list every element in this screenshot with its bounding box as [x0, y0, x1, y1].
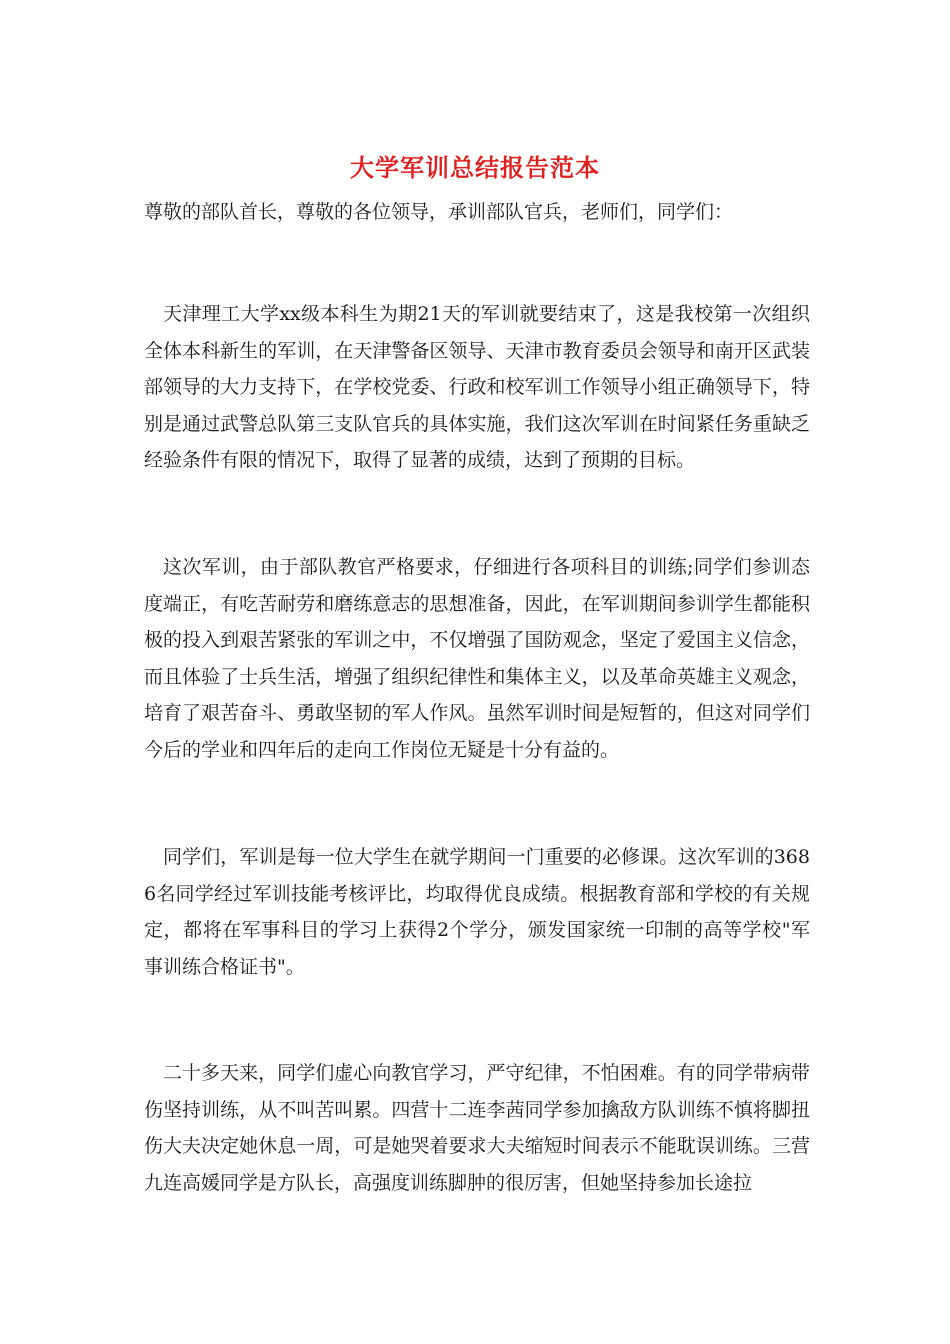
salutation-line: 尊敬的部队首长，尊敬的各位领导，承训部队官兵，老师们，同学们：: [144, 201, 734, 223]
body-paragraph: 二十多天来，同学们虚心向教官学习，严守纪律，不怕困难。有的同学带病带伤坚持训练，从不叫苦叫累。四营十二连李茜同学参加擒敌方队训练不慎将脚扭伤大夫决定她休息一周，可是她哭着要求大夫缩短时间表示不能耽误训练。三营九连高媛同学是方队长，高强度训练脚肿的很厉害，但她坚持参加长途拉: [144, 1062, 810, 1194]
body-paragraph: 这次军训，由于部队教官严格要求，仔细进行各项科目的训练;同学们参训态度端正，有吃苦耐劳和磨练意志的思想准备，因此，在军训期间参训学生都能积极的投入到艰苦紧张的军训之中，不仅增强了国防观念，坚定了爱国主义信念，而且体验了士兵生活，增强了组织纪律性和集体主义，以及革命英雄主义观念，培育了艰苦奋斗、勇敢坚韧的军人作风。虽然军训时间是短暂的，但这对同学们今后的学业和四年后的走向工作岗位无疑是十分有益的。: [144, 556, 810, 761]
body-paragraph: 同学们，军训是每一位大学生在就学期间一门重要的必修课。这次军训的3686名同学经过军训技能考核评比，均取得优良成绩。根据教育部和学校的有关规定，都将在军事科目的学习上获得2个学分，颁发国家统一印制的高等学校"军事训练合格证书"。: [144, 846, 810, 978]
body-paragraph: 天津理工大学xx级本科生为期21天的军训就要结束了，这是我校第一次组织全体本科新生的军训，在天津警备区领导、天津市教育委员会领导和南开区武装部领导的大力支持下，在学校党委、行政和校军训工作领导小组正确领导下，特别是通过武警总队第三支队官兵的具体实施，我们这次军训在时间紧任务重缺乏经验条件有限的情况下，取得了显著的成绩，达到了预期的目标。: [144, 303, 810, 471]
document-title: 大学军训总结报告范本: [350, 153, 600, 182]
